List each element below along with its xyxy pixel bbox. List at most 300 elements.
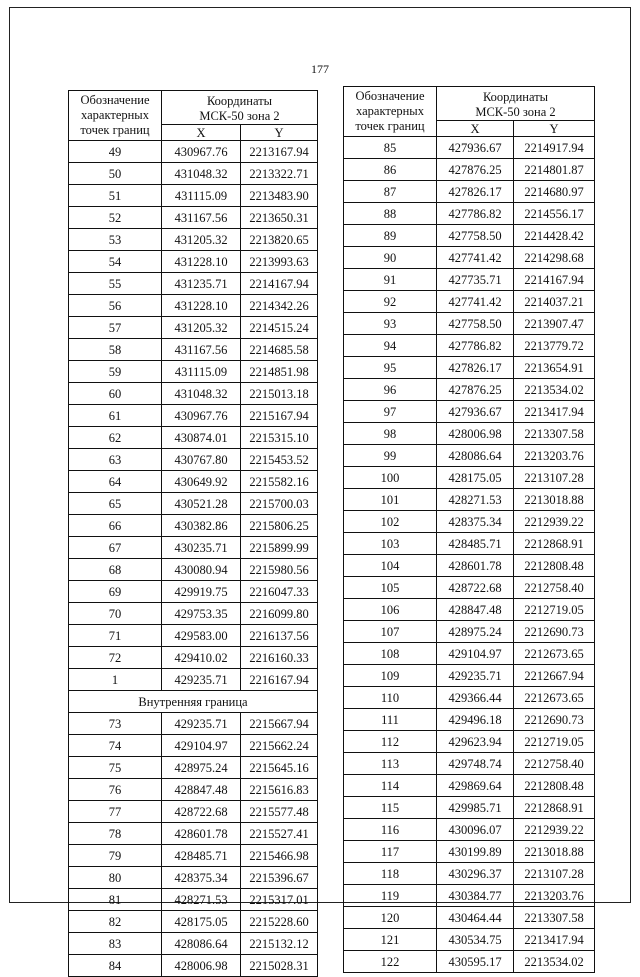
y-coordinate-cell: 2215028.31 [241, 955, 318, 977]
point-id-cell: 120 [344, 907, 437, 929]
table-row [344, 247, 595, 269]
table-row [69, 515, 318, 537]
point-id-cell: 101 [344, 489, 437, 511]
point-id-cell: 106 [344, 599, 437, 621]
point-id-cell: 84 [69, 955, 162, 977]
table-row [344, 401, 595, 423]
y-coordinate-cell: 2215662.24 [241, 735, 318, 757]
y-coordinate-cell: 2214851.98 [241, 361, 318, 383]
table-row [344, 511, 595, 533]
x-coordinate-cell: 429869.64 [437, 775, 514, 797]
x-coordinate-cell: 429748.74 [437, 753, 514, 775]
point-id-cell: 49 [69, 141, 162, 163]
table-row [344, 313, 595, 335]
y-coordinate-cell: 2212690.73 [514, 621, 595, 643]
table-row [344, 181, 595, 203]
point-id-cell: 85 [344, 137, 437, 159]
x-coordinate-cell: 429366.44 [437, 687, 514, 709]
x-coordinate-cell: 427826.17 [437, 357, 514, 379]
point-id-cell: 73 [69, 713, 162, 735]
y-coordinate-cell: 2213820.65 [241, 229, 318, 251]
designation-header: Обозначение характерных точек границ [69, 91, 162, 141]
x-coordinate-cell: 430384.77 [437, 885, 514, 907]
point-id-cell: 52 [69, 207, 162, 229]
point-id-cell: 59 [69, 361, 162, 383]
coordinates-table-left [68, 90, 318, 977]
x-coordinate-cell: 429410.02 [162, 647, 241, 669]
point-id-cell: 65 [69, 493, 162, 515]
point-id-cell: 55 [69, 273, 162, 295]
table-row [69, 801, 318, 823]
point-id-cell: 96 [344, 379, 437, 401]
x-coordinate-cell: 428485.71 [162, 845, 241, 867]
point-id-cell: 102 [344, 511, 437, 533]
x-coordinate-cell: 428271.53 [437, 489, 514, 511]
point-id-cell: 69 [69, 581, 162, 603]
x-coordinate-cell: 428375.34 [162, 867, 241, 889]
y-coordinate-cell: 2213167.94 [241, 141, 318, 163]
x-coordinate-cell: 431048.32 [162, 383, 241, 405]
x-coordinate-cell: 429235.71 [437, 665, 514, 687]
y-coordinate-cell: 2213107.28 [514, 863, 595, 885]
y-coordinate-cell: 2212673.65 [514, 687, 595, 709]
table-row [344, 357, 595, 379]
point-id-cell: 80 [69, 867, 162, 889]
x-coordinate-cell: 427876.25 [437, 379, 514, 401]
table-row [69, 823, 318, 845]
point-id-cell: 72 [69, 647, 162, 669]
point-id-cell: 118 [344, 863, 437, 885]
section-title: Внутренняя граница [69, 691, 318, 713]
x-coordinate-cell: 430767.80 [162, 449, 241, 471]
table-row [69, 493, 318, 515]
table-row [69, 405, 318, 427]
y-coordinate-cell: 2212719.05 [514, 731, 595, 753]
y-coordinate-cell: 2214680.97 [514, 181, 595, 203]
x-coordinate-cell: 429583.00 [162, 625, 241, 647]
x-coordinate-cell: 429623.94 [437, 731, 514, 753]
y-coordinate-cell: 2214556.17 [514, 203, 595, 225]
point-id-cell: 93 [344, 313, 437, 335]
point-id-cell: 68 [69, 559, 162, 581]
x-header: X [437, 121, 514, 137]
y-coordinate-cell: 2215616.83 [241, 779, 318, 801]
table-row [344, 885, 595, 907]
point-id-cell: 95 [344, 357, 437, 379]
y-coordinate-cell: 2215466.98 [241, 845, 318, 867]
table-row [69, 713, 318, 735]
x-coordinate-cell: 431228.10 [162, 251, 241, 273]
y-coordinate-cell: 2215315.10 [241, 427, 318, 449]
y-coordinate-cell: 2214515.24 [241, 317, 318, 339]
table-row [344, 907, 595, 929]
table-row [69, 141, 318, 163]
x-coordinate-cell: 431167.56 [162, 207, 241, 229]
table-row [69, 383, 318, 405]
y-coordinate-cell: 2212808.48 [514, 775, 595, 797]
table-row [69, 559, 318, 581]
y-coordinate-cell: 2214167.94 [241, 273, 318, 295]
table-row [344, 643, 595, 665]
point-id-cell: 54 [69, 251, 162, 273]
x-coordinate-cell: 430199.89 [437, 841, 514, 863]
table-row [69, 427, 318, 449]
table-row [344, 335, 595, 357]
y-coordinate-cell: 2213203.76 [514, 445, 595, 467]
point-id-cell: 88 [344, 203, 437, 225]
y-coordinate-cell: 2214428.42 [514, 225, 595, 247]
x-coordinate-cell: 427936.67 [437, 137, 514, 159]
y-coordinate-cell: 2215132.12 [241, 933, 318, 955]
table-row [69, 229, 318, 251]
x-coordinate-cell: 429753.35 [162, 603, 241, 625]
point-id-cell: 97 [344, 401, 437, 423]
x-coordinate-cell: 431167.56 [162, 339, 241, 361]
y-coordinate-cell: 2212758.40 [514, 577, 595, 599]
x-coordinate-cell: 431048.32 [162, 163, 241, 185]
x-coordinate-cell: 430595.17 [437, 951, 514, 973]
y-coordinate-cell: 2215667.94 [241, 713, 318, 735]
point-id-cell: 121 [344, 929, 437, 951]
y-coordinate-cell: 2215577.48 [241, 801, 318, 823]
table-row [344, 929, 595, 951]
y-coordinate-cell: 2214342.26 [241, 295, 318, 317]
table-row [69, 625, 318, 647]
x-coordinate-cell: 428006.98 [437, 423, 514, 445]
point-id-cell: 105 [344, 577, 437, 599]
point-id-cell: 83 [69, 933, 162, 955]
point-id-cell: 77 [69, 801, 162, 823]
table-row [344, 379, 595, 401]
point-id-cell: 103 [344, 533, 437, 555]
x-coordinate-cell: 431228.10 [162, 295, 241, 317]
y-coordinate-cell: 2213203.76 [514, 885, 595, 907]
table-row [344, 599, 595, 621]
y-coordinate-cell: 2216047.33 [241, 581, 318, 603]
x-coordinate-cell: 430464.44 [437, 907, 514, 929]
y-coordinate-cell: 2215645.16 [241, 757, 318, 779]
point-id-cell: 91 [344, 269, 437, 291]
x-coordinate-cell: 427735.71 [437, 269, 514, 291]
point-id-cell: 63 [69, 449, 162, 471]
table-row [69, 207, 318, 229]
x-coordinate-cell: 428006.98 [162, 955, 241, 977]
table-row [344, 863, 595, 885]
x-coordinate-cell: 428086.64 [162, 933, 241, 955]
table-row [344, 269, 595, 291]
page-number: 177 [311, 62, 329, 76]
y-coordinate-cell: 2215453.52 [241, 449, 318, 471]
x-coordinate-cell: 431205.32 [162, 317, 241, 339]
point-id-cell: 115 [344, 797, 437, 819]
x-coordinate-cell: 427758.50 [437, 313, 514, 335]
table-row [69, 779, 318, 801]
table-row [344, 775, 595, 797]
y-coordinate-cell: 2213107.28 [514, 467, 595, 489]
point-id-cell: 76 [69, 779, 162, 801]
table-row [344, 731, 595, 753]
table-row [344, 819, 595, 841]
x-coordinate-cell: 427786.82 [437, 335, 514, 357]
table-row [344, 621, 595, 643]
y-coordinate-cell: 2212719.05 [514, 599, 595, 621]
table-row [344, 203, 595, 225]
table-row [69, 163, 318, 185]
table-row [344, 159, 595, 181]
y-coordinate-cell: 2213018.88 [514, 489, 595, 511]
y-coordinate-cell: 2213417.94 [514, 401, 595, 423]
point-id-cell: 98 [344, 423, 437, 445]
y-coordinate-cell: 2212667.94 [514, 665, 595, 687]
point-id-cell: 1 [69, 669, 162, 691]
y-coordinate-cell: 2213307.58 [514, 907, 595, 929]
point-id-cell: 86 [344, 159, 437, 181]
y-coordinate-cell: 2216137.56 [241, 625, 318, 647]
table-row [69, 911, 318, 933]
x-coordinate-cell: 430080.94 [162, 559, 241, 581]
y-coordinate-cell: 2213483.90 [241, 185, 318, 207]
y-coordinate-cell: 2214167.94 [514, 269, 595, 291]
y-coordinate-cell: 2213650.31 [241, 207, 318, 229]
table-row [344, 489, 595, 511]
point-id-cell: 57 [69, 317, 162, 339]
point-id-cell: 58 [69, 339, 162, 361]
y-header: Y [241, 125, 318, 141]
y-coordinate-cell: 2212690.73 [514, 709, 595, 731]
y-coordinate-cell: 2212673.65 [514, 643, 595, 665]
x-coordinate-cell: 431205.32 [162, 229, 241, 251]
table-row [69, 251, 318, 273]
point-id-cell: 67 [69, 537, 162, 559]
table-row [69, 295, 318, 317]
point-id-cell: 109 [344, 665, 437, 687]
y-coordinate-cell: 2215396.67 [241, 867, 318, 889]
y-coordinate-cell: 2212939.22 [514, 511, 595, 533]
point-id-cell: 60 [69, 383, 162, 405]
point-id-cell: 64 [69, 471, 162, 493]
y-coordinate-cell: 2212868.91 [514, 533, 595, 555]
table-row [344, 445, 595, 467]
point-id-cell: 90 [344, 247, 437, 269]
x-coordinate-cell: 429496.18 [437, 709, 514, 731]
coordinates-table-right [343, 86, 595, 973]
x-coordinate-cell: 430967.76 [162, 405, 241, 427]
coordinates-header: Координаты МСК-50 зона 2 [162, 91, 318, 125]
table-row [344, 753, 595, 775]
point-id-cell: 87 [344, 181, 437, 203]
y-coordinate-cell: 2215317.01 [241, 889, 318, 911]
x-coordinate-cell: 431235.71 [162, 273, 241, 295]
x-coordinate-cell: 429104.97 [437, 643, 514, 665]
y-coordinate-cell: 2215899.99 [241, 537, 318, 559]
x-coordinate-cell: 428175.05 [162, 911, 241, 933]
table-row [69, 185, 318, 207]
table-row [69, 735, 318, 757]
x-coordinate-cell: 427936.67 [437, 401, 514, 423]
y-coordinate-cell: 2213534.02 [514, 379, 595, 401]
y-coordinate-cell: 2213307.58 [514, 423, 595, 445]
x-coordinate-cell: 429104.97 [162, 735, 241, 757]
x-coordinate-cell: 430534.75 [437, 929, 514, 951]
x-coordinate-cell: 427876.25 [437, 159, 514, 181]
table-row [69, 669, 318, 691]
y-coordinate-cell: 2213534.02 [514, 951, 595, 973]
y-coordinate-cell: 2216160.33 [241, 647, 318, 669]
table-row [69, 339, 318, 361]
y-coordinate-cell: 2212758.40 [514, 753, 595, 775]
y-coordinate-cell: 2215228.60 [241, 911, 318, 933]
table-row [69, 955, 318, 977]
x-coordinate-cell: 430296.37 [437, 863, 514, 885]
section-row [69, 691, 318, 713]
point-id-cell: 71 [69, 625, 162, 647]
x-coordinate-cell: 430874.01 [162, 427, 241, 449]
x-coordinate-cell: 428601.78 [437, 555, 514, 577]
point-id-cell: 111 [344, 709, 437, 731]
y-coordinate-cell: 2215700.03 [241, 493, 318, 515]
designation-header: Обозначение характерных точек границ [344, 87, 437, 137]
point-id-cell: 78 [69, 823, 162, 845]
y-coordinate-cell: 2215527.41 [241, 823, 318, 845]
x-coordinate-cell: 430382.86 [162, 515, 241, 537]
table-row [69, 603, 318, 625]
table-row [344, 841, 595, 863]
y-coordinate-cell: 2212808.48 [514, 555, 595, 577]
point-id-cell: 116 [344, 819, 437, 841]
table-row [344, 687, 595, 709]
y-coordinate-cell: 2214801.87 [514, 159, 595, 181]
x-coordinate-cell: 431115.09 [162, 361, 241, 383]
x-coordinate-cell: 429235.71 [162, 713, 241, 735]
table-row [344, 797, 595, 819]
x-coordinate-cell: 430967.76 [162, 141, 241, 163]
point-id-cell: 66 [69, 515, 162, 537]
point-id-cell: 56 [69, 295, 162, 317]
point-id-cell: 79 [69, 845, 162, 867]
point-id-cell: 75 [69, 757, 162, 779]
point-id-cell: 50 [69, 163, 162, 185]
y-coordinate-cell: 2213417.94 [514, 929, 595, 951]
table-row [69, 273, 318, 295]
point-id-cell: 92 [344, 291, 437, 313]
table-row [344, 577, 595, 599]
table-row [344, 467, 595, 489]
point-id-cell: 104 [344, 555, 437, 577]
point-id-cell: 94 [344, 335, 437, 357]
point-id-cell: 117 [344, 841, 437, 863]
point-id-cell: 74 [69, 735, 162, 757]
x-coordinate-cell: 427741.42 [437, 247, 514, 269]
x-coordinate-cell: 428175.05 [437, 467, 514, 489]
table-row [69, 361, 318, 383]
point-id-cell: 81 [69, 889, 162, 911]
x-coordinate-cell: 427741.42 [437, 291, 514, 313]
x-coordinate-cell: 428975.24 [437, 621, 514, 643]
point-id-cell: 122 [344, 951, 437, 973]
x-coordinate-cell: 429985.71 [437, 797, 514, 819]
x-coordinate-cell: 428271.53 [162, 889, 241, 911]
table-row [69, 647, 318, 669]
table-row [344, 951, 595, 973]
y-coordinate-cell: 2216099.80 [241, 603, 318, 625]
y-coordinate-cell: 2215582.16 [241, 471, 318, 493]
x-coordinate-cell: 428847.48 [437, 599, 514, 621]
y-coordinate-cell: 2214685.58 [241, 339, 318, 361]
point-id-cell: 119 [344, 885, 437, 907]
point-id-cell: 89 [344, 225, 437, 247]
table-row [344, 137, 595, 159]
x-coordinate-cell: 430649.92 [162, 471, 241, 493]
table-row [69, 449, 318, 471]
table-row [344, 423, 595, 445]
x-coordinate-cell: 427826.17 [437, 181, 514, 203]
x-coordinate-cell: 428375.34 [437, 511, 514, 533]
point-id-cell: 107 [344, 621, 437, 643]
y-coordinate-cell: 2215806.25 [241, 515, 318, 537]
y-coordinate-cell: 2213654.91 [514, 357, 595, 379]
y-coordinate-cell: 2212868.91 [514, 797, 595, 819]
y-coordinate-cell: 2215013.18 [241, 383, 318, 405]
table-row [69, 581, 318, 603]
y-header: Y [514, 121, 595, 137]
y-coordinate-cell: 2213907.47 [514, 313, 595, 335]
x-coordinate-cell: 429235.71 [162, 669, 241, 691]
x-coordinate-cell: 430235.71 [162, 537, 241, 559]
x-coordinate-cell: 428722.68 [437, 577, 514, 599]
table-row [344, 291, 595, 313]
y-coordinate-cell: 2212939.22 [514, 819, 595, 841]
point-id-cell: 108 [344, 643, 437, 665]
y-coordinate-cell: 2216167.94 [241, 669, 318, 691]
table-row [69, 845, 318, 867]
y-coordinate-cell: 2215980.56 [241, 559, 318, 581]
point-id-cell: 110 [344, 687, 437, 709]
table-row [69, 867, 318, 889]
y-coordinate-cell: 2214917.94 [514, 137, 595, 159]
point-id-cell: 61 [69, 405, 162, 427]
point-id-cell: 114 [344, 775, 437, 797]
table-row [69, 889, 318, 911]
table-row [344, 665, 595, 687]
point-id-cell: 51 [69, 185, 162, 207]
x-coordinate-cell: 428722.68 [162, 801, 241, 823]
point-id-cell: 82 [69, 911, 162, 933]
table-row [69, 757, 318, 779]
table-row [69, 471, 318, 493]
y-coordinate-cell: 2213779.72 [514, 335, 595, 357]
x-coordinate-cell: 427758.50 [437, 225, 514, 247]
x-coordinate-cell: 428601.78 [162, 823, 241, 845]
table-row [344, 533, 595, 555]
table-row [69, 317, 318, 339]
y-coordinate-cell: 2215167.94 [241, 405, 318, 427]
table-row [69, 933, 318, 955]
point-id-cell: 113 [344, 753, 437, 775]
x-coordinate-cell: 428975.24 [162, 757, 241, 779]
table-row [344, 709, 595, 731]
y-coordinate-cell: 2213018.88 [514, 841, 595, 863]
coordinates-header: Координаты МСК-50 зона 2 [437, 87, 595, 121]
x-coordinate-cell: 427786.82 [437, 203, 514, 225]
x-coordinate-cell: 429919.75 [162, 581, 241, 603]
point-id-cell: 112 [344, 731, 437, 753]
x-coordinate-cell: 428847.48 [162, 779, 241, 801]
table-row [69, 537, 318, 559]
x-coordinate-cell: 428086.64 [437, 445, 514, 467]
point-id-cell: 70 [69, 603, 162, 625]
x-header: X [162, 125, 241, 141]
y-coordinate-cell: 2214037.21 [514, 291, 595, 313]
